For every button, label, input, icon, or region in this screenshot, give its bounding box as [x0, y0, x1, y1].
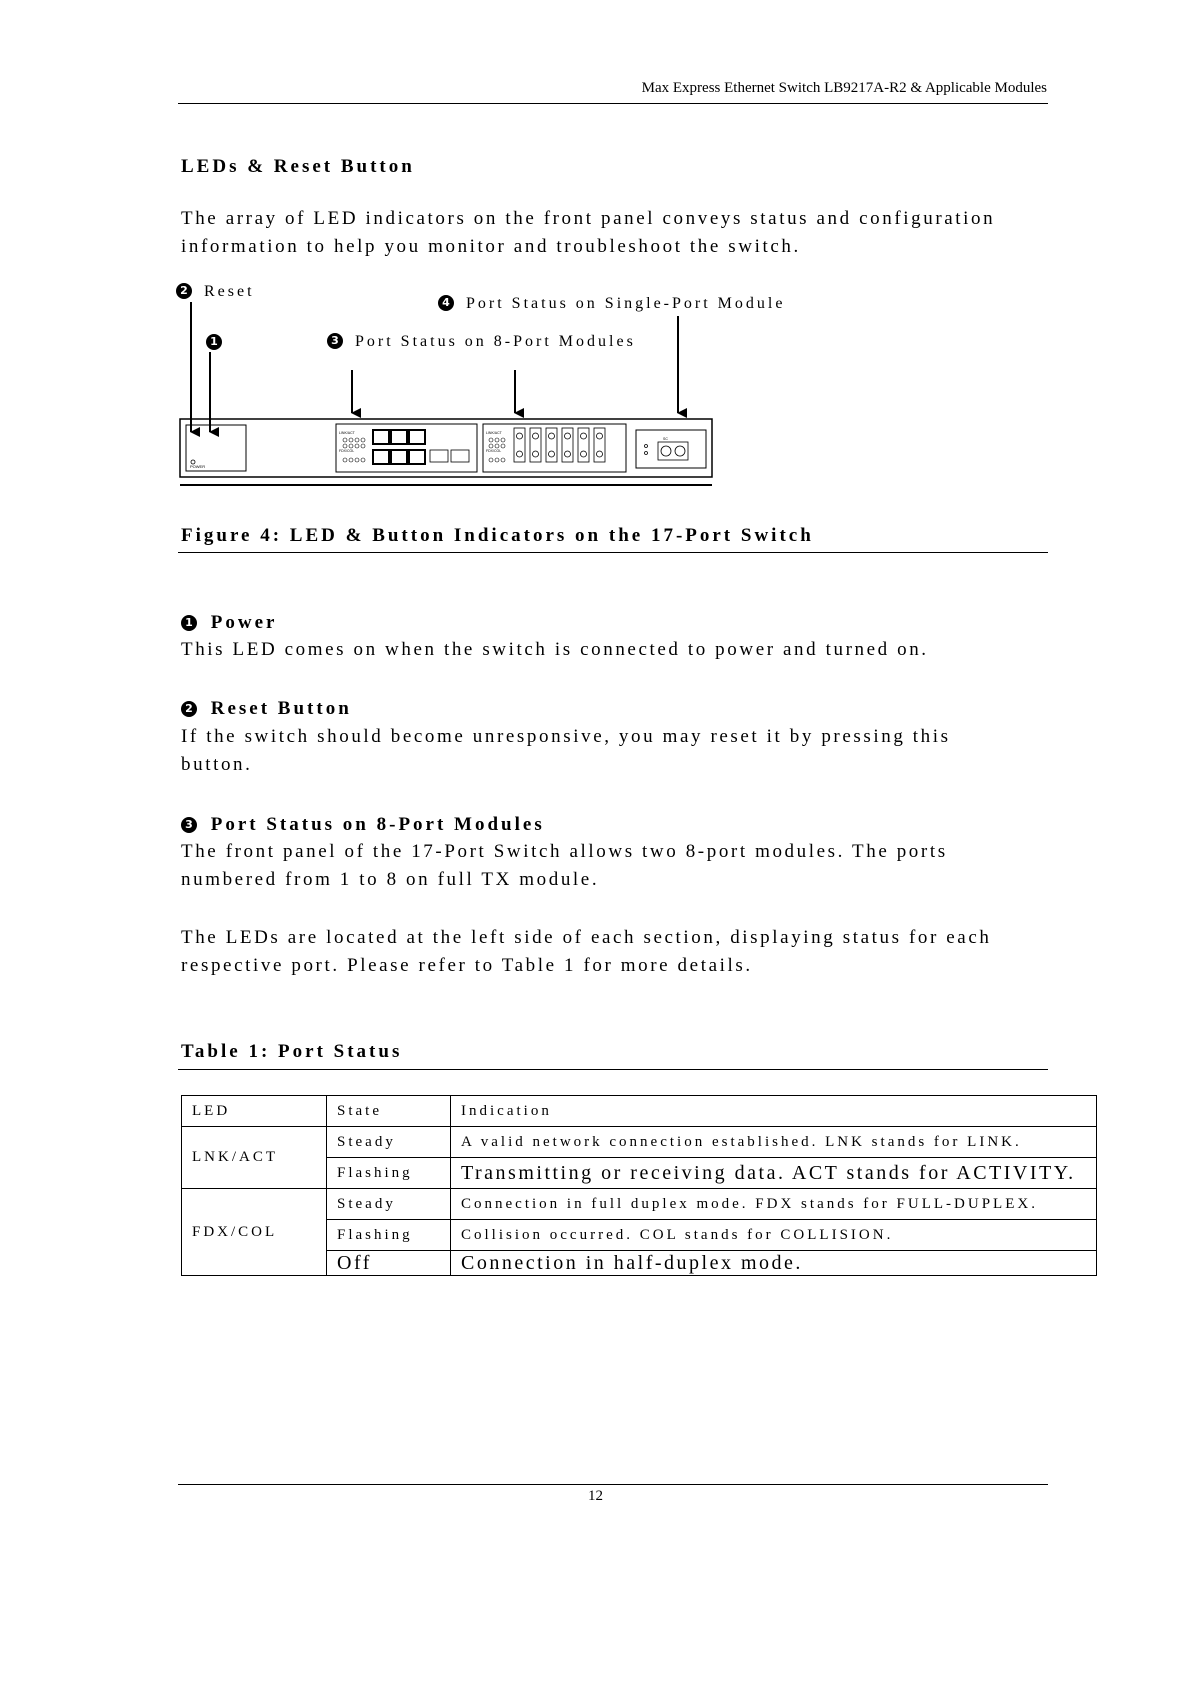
header-state: State	[327, 1096, 451, 1127]
indication-cell: Connection in full duplex mode. FDX stands for FULL-DUPLEX.	[451, 1189, 1097, 1220]
single-port-connectors	[645, 442, 689, 460]
state-cell: Flashing	[327, 1220, 451, 1251]
header-led: LED	[182, 1096, 327, 1127]
section-heading: LEDs & Reset Button	[181, 156, 415, 177]
module-2	[483, 424, 626, 472]
state-cell: Steady	[327, 1189, 451, 1220]
ports-description	[181, 838, 948, 894]
leds-line: respective port. Please refer to Table 1 for more details.	[181, 955, 753, 976]
ports-line: numbered from 1 to 8 on full TX module.	[181, 869, 600, 890]
page-number: 12	[588, 1488, 603, 1504]
caption-rule	[178, 552, 1048, 553]
svg-text:SC: SC	[663, 437, 668, 441]
marker-three: 3	[327, 333, 343, 349]
indication-cell: Transmitting or receiving data. ACT stands for ACTIVITY.	[451, 1158, 1097, 1189]
figure-caption: Figure 4: LED & Button Indicators on the 17-Port Switch	[181, 525, 814, 546]
led-cell: FDX/COL	[182, 1189, 327, 1276]
marker-two: 2	[176, 283, 192, 299]
ports-line: The front panel of the 17-Port Switch allows two 8-port modules. The ports	[181, 841, 948, 862]
reset-heading	[181, 698, 352, 720]
module-2-fiber-ports	[514, 428, 605, 462]
header-indication: Indication	[451, 1096, 1097, 1127]
svg-text:LINK/ACT: LINK/ACT	[339, 431, 355, 435]
state-cell: Steady	[327, 1127, 451, 1158]
indication-cell: A valid network connection established. LNK stands for LINK.	[451, 1127, 1097, 1158]
marker-one: 1	[206, 334, 222, 350]
table-title-rule	[178, 1069, 1048, 1070]
running-header: Max Express Ethernet Switch LB9217A-R2 & Applicable Modules	[641, 80, 1047, 96]
footer-rule	[178, 1484, 1048, 1485]
table-row	[182, 1127, 1097, 1158]
chassis	[180, 419, 712, 477]
state-cell: Flashing	[327, 1158, 451, 1189]
state-cell: Off	[327, 1251, 451, 1276]
power-heading	[181, 612, 277, 634]
reset-line: button.	[181, 754, 253, 775]
module-1-ports	[373, 430, 469, 464]
indication-cell: Collision occurred. COL stands for COLLISION.	[451, 1220, 1097, 1251]
power-title: Power	[210, 612, 278, 633]
power-description: This LED comes on when the switch is connected to power and turned on.	[181, 639, 929, 660]
marker-three: 3	[181, 817, 197, 833]
table-header-row	[182, 1096, 1097, 1127]
reset-title: Reset Button	[210, 698, 352, 719]
svg-text:LINK/ACT: LINK/ACT	[486, 431, 502, 435]
svg-text:FDX/COL: FDX/COL	[339, 449, 355, 453]
led-cell: LNK/ACT	[182, 1127, 327, 1189]
marker-two: 2	[181, 701, 197, 717]
svg-text:FDX/COL: FDX/COL	[486, 449, 502, 453]
reset-label: Reset	[204, 283, 255, 300]
port-status-table	[181, 1095, 1097, 1276]
table-row	[182, 1189, 1097, 1220]
single-port-label: Port Status on Single-Port Module	[466, 295, 786, 312]
power-label-mini: POWER	[190, 464, 206, 469]
table-title: Table 1: Port Status	[181, 1041, 403, 1062]
switch-front-panel-diagram	[0, 0, 1191, 520]
leds-line: The LEDs are located at the left side of each section, displaying status for each	[181, 927, 992, 948]
marker-four: 4	[438, 295, 454, 311]
ports-title: Port Status on 8-Port Modules	[210, 814, 545, 835]
reset-line: If the switch should become unresponsive, you may reset it by pressing this	[181, 726, 951, 747]
marker-one: 1	[181, 615, 197, 631]
intro-line: information to help you monitor and troubleshoot the switch.	[181, 236, 801, 257]
leds-description	[181, 924, 991, 980]
intro-line: The array of LED indicators on the front panel conveys status and configuration	[181, 208, 996, 229]
ports-heading	[181, 814, 545, 836]
8port-label: Port Status on 8-Port Modules	[355, 333, 636, 350]
reset-description	[181, 723, 951, 779]
indication-cell: Connection in half-duplex mode.	[451, 1251, 1097, 1276]
